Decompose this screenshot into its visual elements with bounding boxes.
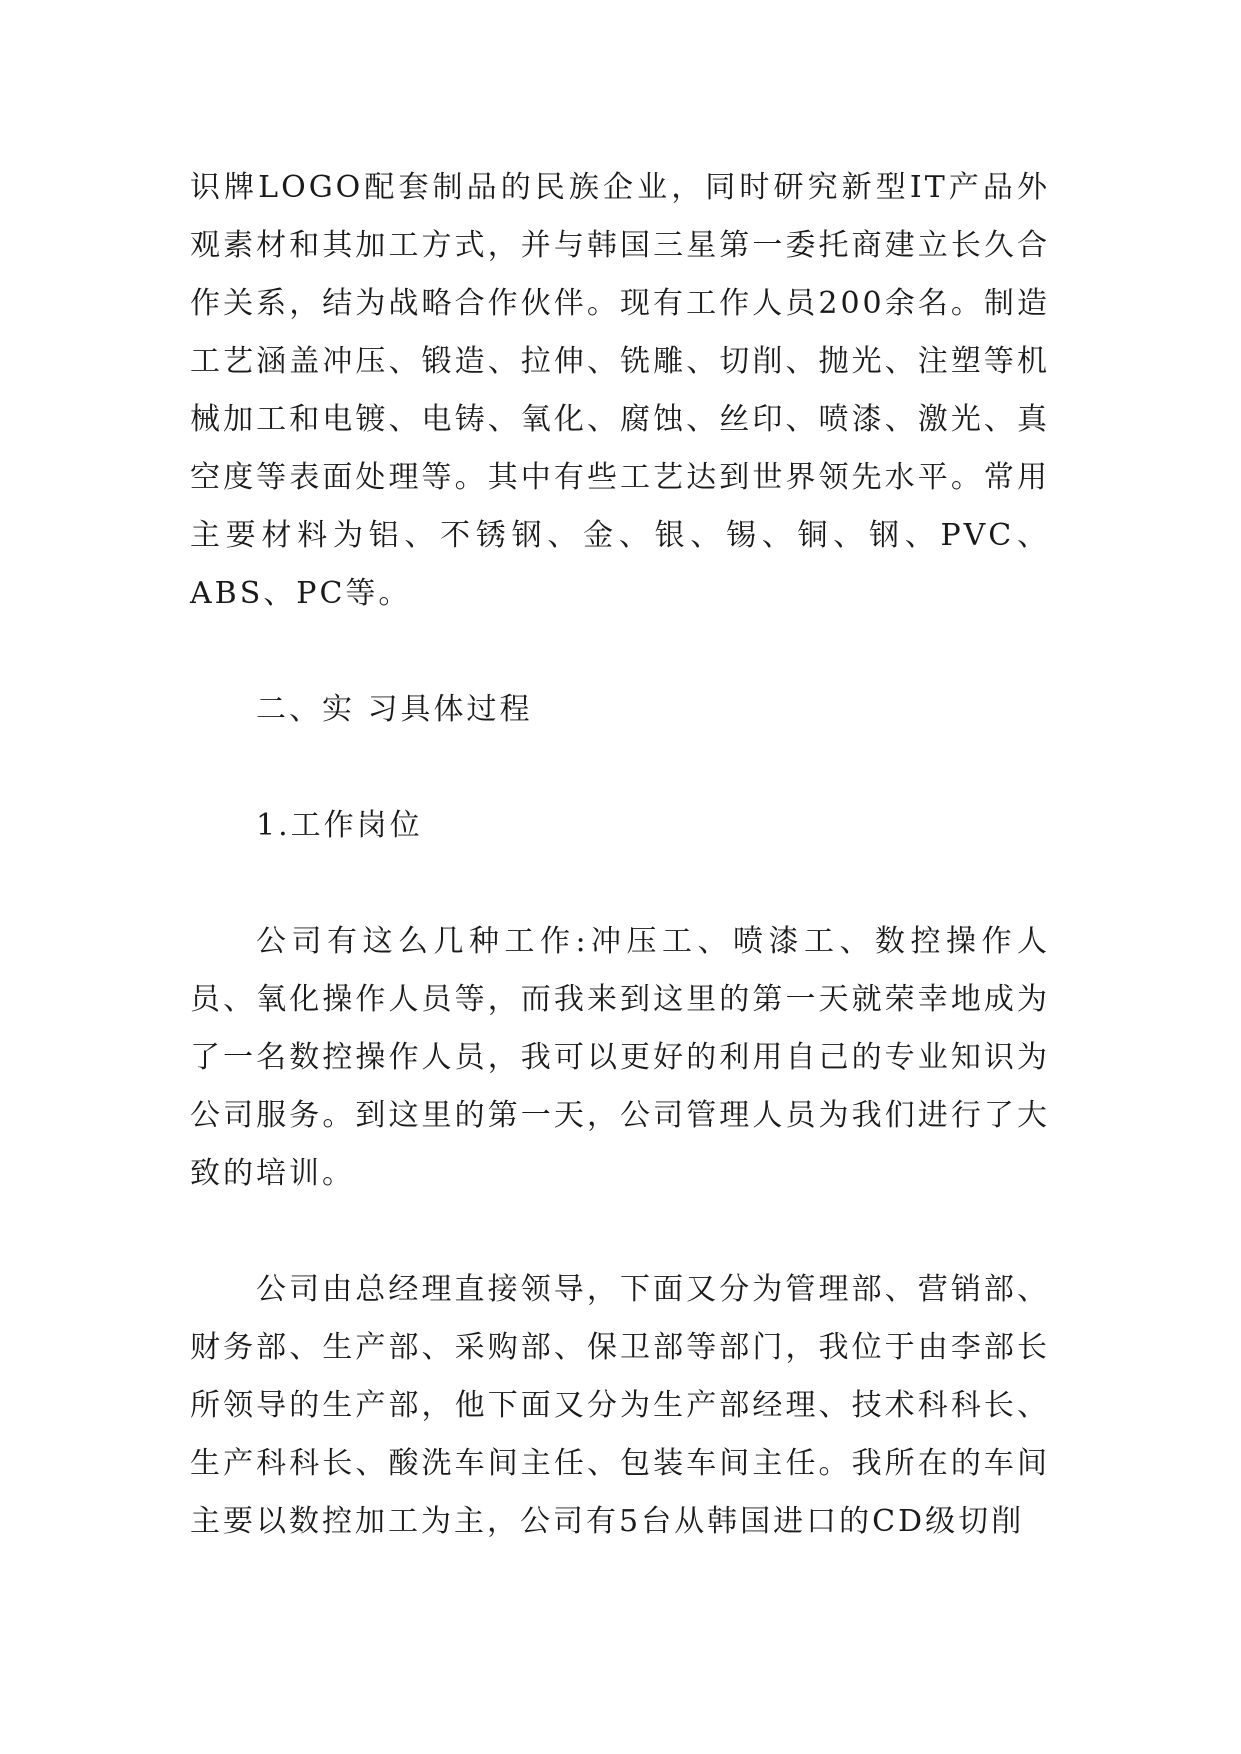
- document-body: [190, 159, 1050, 1551]
- paragraph-company-structure: 公司由总经理直接领导，下面又分为管理部、营销部、财务部、生产部、采购部、保卫部等部门，我位于由李部长所领导的生产部，他下面又分为生产部经理、技术科科长、生产科科长、酸洗车间主任、包装车间主任。我所在的车间主要以数控加工为主，公司有5台从韩国进口的CD级切削: [190, 1272, 1050, 1539]
- paragraph-company-profile: 识牌LOGO配套制品的民族企业，同时研究新型IT产品外观素材和其加工方式，并与韩国三星第一委托商建立长久合作关系，结为战略合作伙伴。现有工作人员200余名。制造工艺涵盖冲压、锻造、拉伸、铣雕、切削、抛光、注塑等机械加工和电镀、电铸、氧化、腐蚀、丝印、喷漆、激光、真空度等表面处理等。其中有些工艺达到世界领先水平。常用主要材料为铝、不锈钢、金、银、锡、铜、钢、PVC、ABS、PC等。: [190, 170, 1050, 611]
- subsection-heading-job-position: 1.工作岗位: [256, 808, 423, 843]
- paragraph-job-description: 公司有这么几种工作:冲压工、喷漆工、数控操作人员、氧化操作人员等，而我来到这里的第一天就荣幸地成为了一名数控操作人员，我可以更好的利用自己的专业知识为公司服务。到这里的第一天，公司管理人员为我们进行了大致的培训。: [190, 924, 1050, 1191]
- section-heading-internship-process: 二、实 习具体过程: [256, 692, 533, 727]
